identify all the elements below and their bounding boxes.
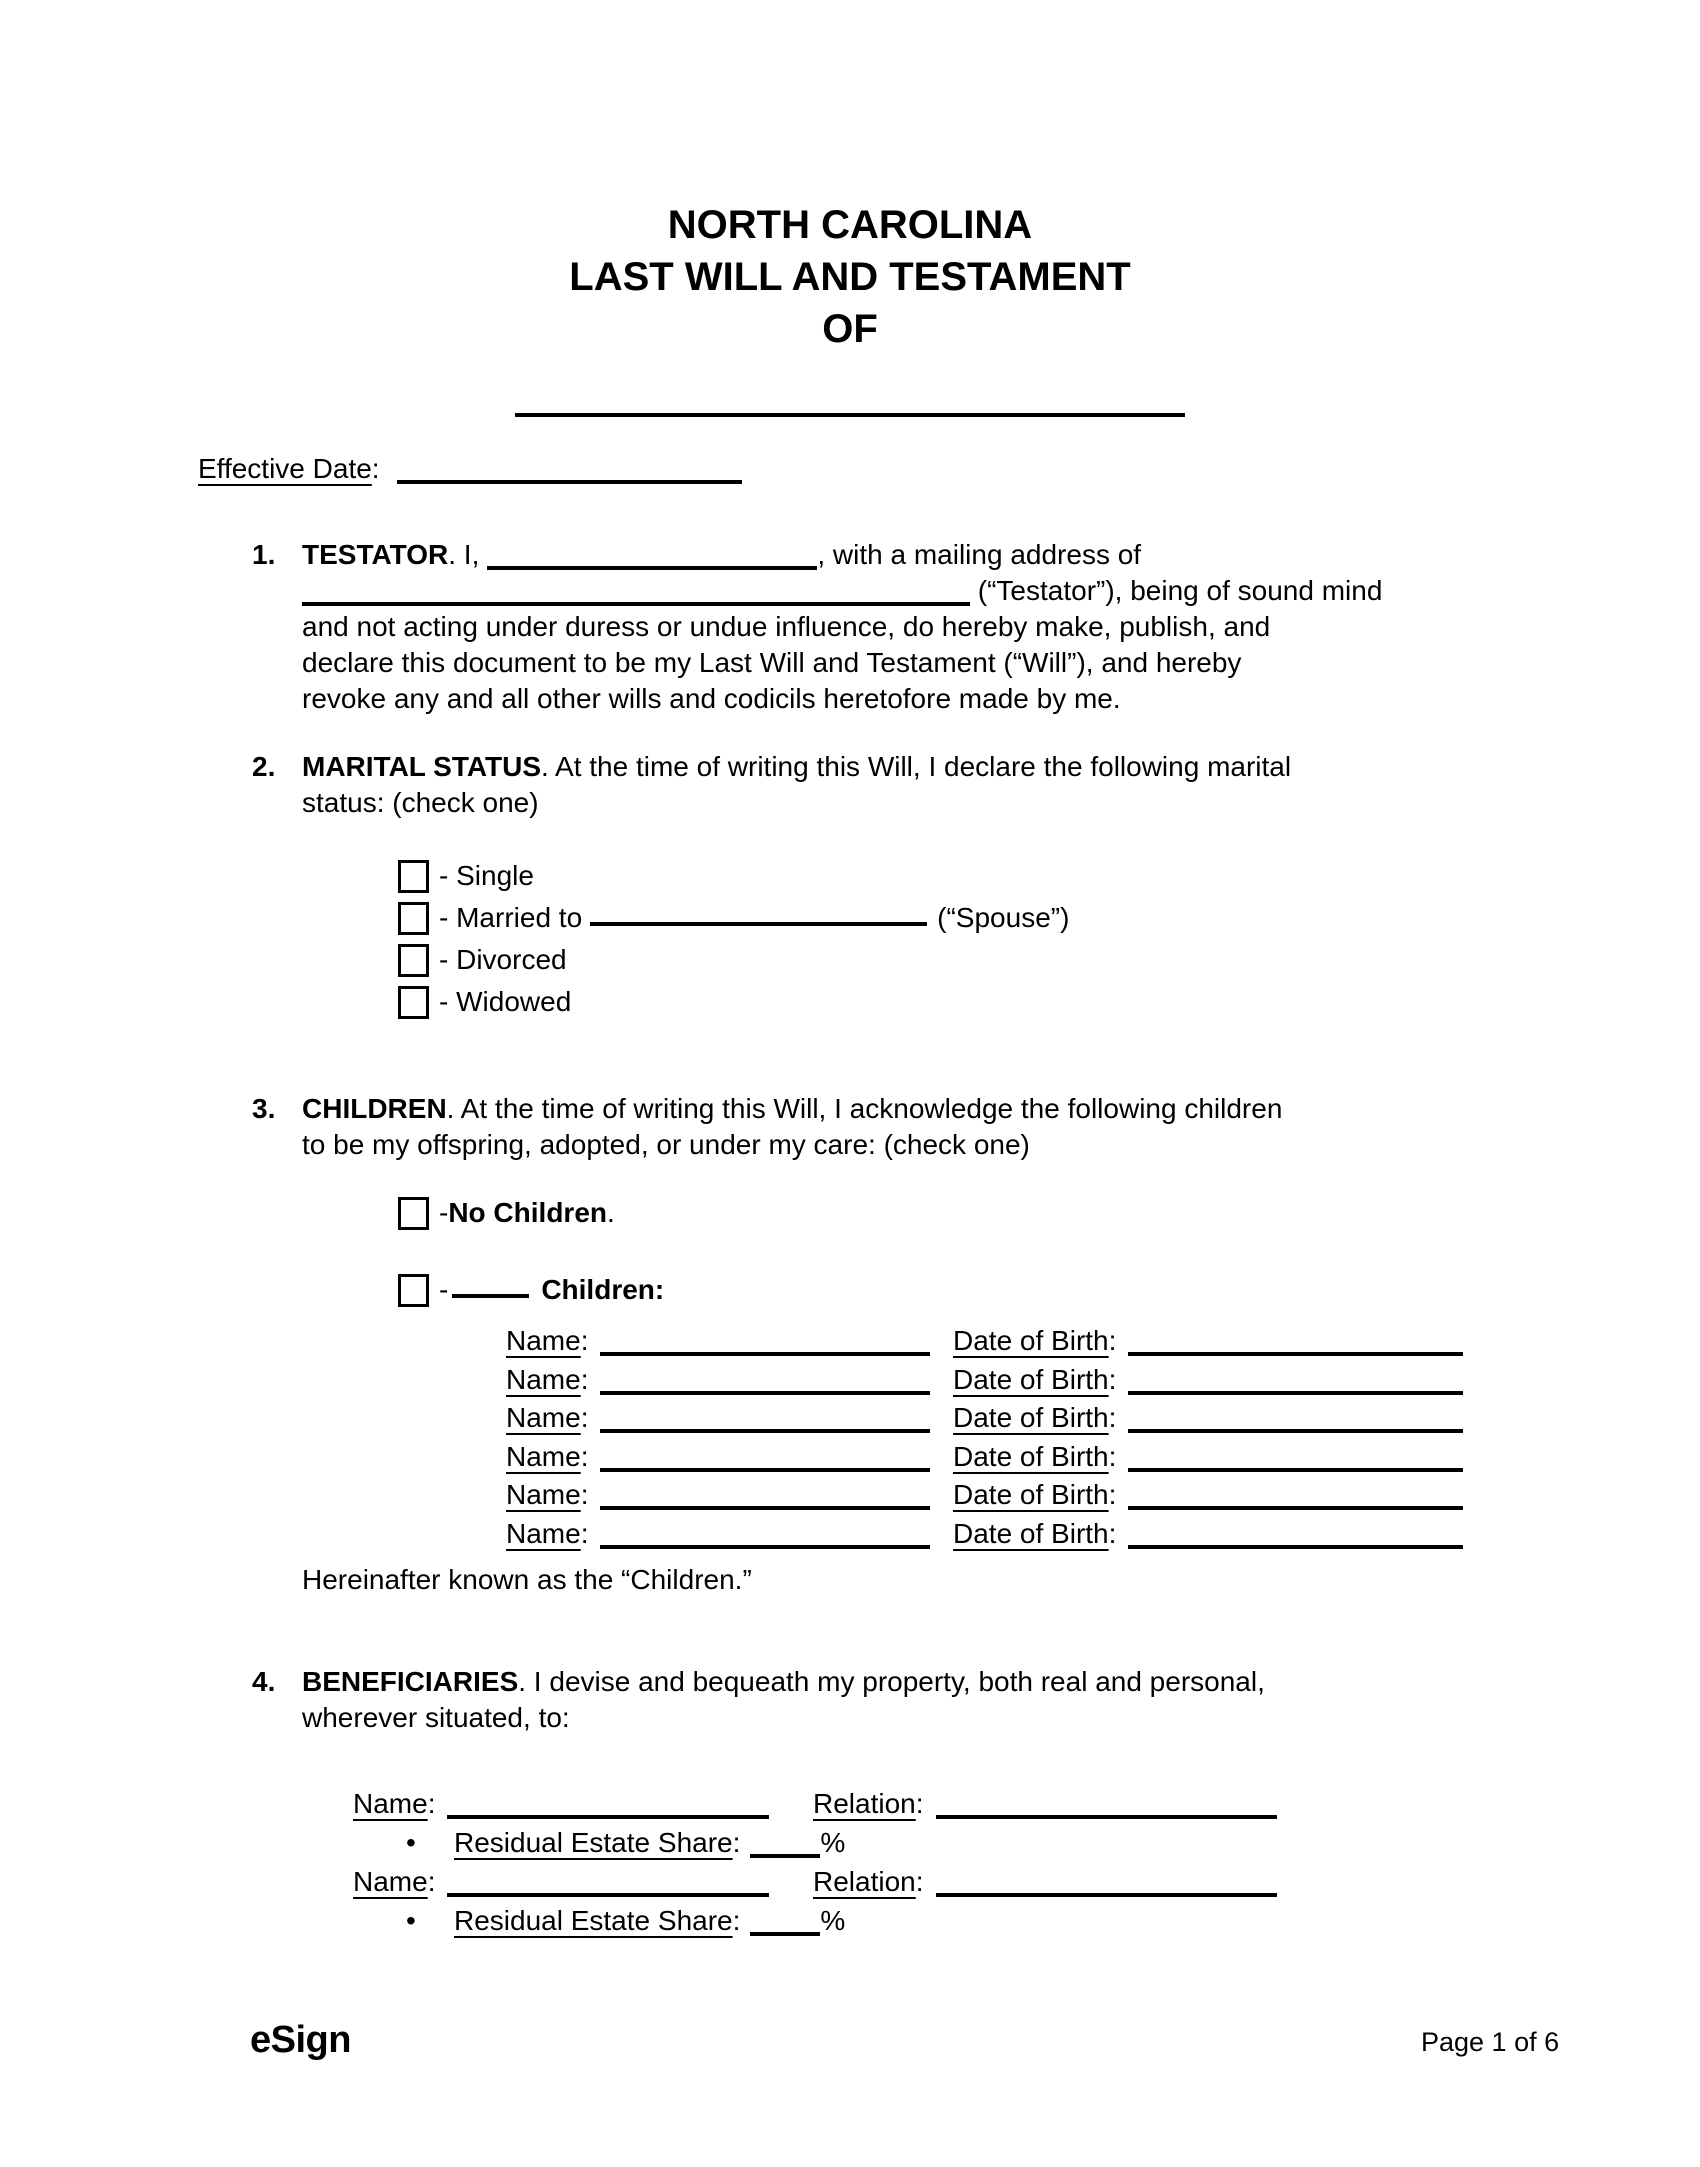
children-list	[506, 1322, 1463, 1553]
spouse-label: (“Spouse”)	[937, 902, 1070, 933]
beneficiary-name-label: Name	[353, 1788, 428, 1819]
child-name-label: Name	[506, 1440, 581, 1472]
child-row: Name: Date of Birth:	[506, 1515, 1463, 1554]
child-dob-label: Date of Birth	[953, 1325, 1109, 1356]
no-children-checkbox[interactable]	[398, 1197, 429, 1230]
title-line-state: NORTH CAROLINA	[667, 203, 1033, 247]
esign-logo: eSign	[250, 2019, 351, 2061]
child-name-label: Name	[506, 1517, 581, 1549]
child-name-blank[interactable]	[600, 1506, 930, 1510]
section-3-number: 3.	[252, 1093, 276, 1124]
children-count-blank[interactable]	[452, 1294, 529, 1298]
beneficiary-share-row: • Residual Estate Share: %	[353, 1901, 1277, 1940]
child-name-blank[interactable]	[600, 1545, 930, 1549]
marital-line-2: status: (check one)	[302, 787, 539, 818]
children-line-1-tail: . At the time of writing this Will, I acknowledge the following children	[446, 1093, 1283, 1124]
section-children	[252, 1091, 1512, 1163]
children-line-2: to be my offspring, adopted, or under my care: (check one)	[302, 1129, 1030, 1160]
beneficiary-row: Name: Relation:	[353, 1784, 1277, 1823]
widowed-label: - Widowed	[439, 986, 572, 1017]
child-dob-label: Date of Birth	[953, 1363, 1109, 1395]
children-count-checkbox[interactable]	[398, 1274, 429, 1307]
residual-share-blank[interactable]	[750, 1854, 820, 1858]
child-dob-blank[interactable]	[1128, 1545, 1463, 1549]
child-row: Name: Date of Birth:	[506, 1476, 1463, 1515]
beneficiary-relation-label: Relation	[813, 1866, 916, 1897]
child-name-label: Name	[506, 1325, 581, 1356]
marital-option-single	[398, 855, 1069, 897]
percent-sign: %	[820, 1905, 846, 1936]
beneficiary-name-label: Name	[353, 1866, 428, 1897]
testator-line-4: declare this document to be my Last Will and Testament (“Will”), and hereby	[302, 647, 1242, 678]
beneficiary-name-blank[interactable]	[447, 1893, 769, 1897]
child-row: Name: Date of Birth:	[506, 1361, 1463, 1400]
no-children-label: No Children	[448, 1197, 607, 1228]
title-line-doc-type: LAST WILL AND TESTAMENT	[569, 255, 1131, 299]
child-dob-blank[interactable]	[1128, 1352, 1463, 1356]
beneficiary-share-row: • Residual Estate Share: %	[353, 1823, 1277, 1862]
child-dob-blank[interactable]	[1128, 1506, 1463, 1510]
no-children-period: .	[607, 1197, 615, 1228]
section-marital-status	[252, 749, 1512, 821]
section-4-number: 4.	[252, 1666, 276, 1697]
child-row: Name: Date of Birth:	[506, 1322, 1463, 1361]
beneficiaries-heading: BENEFICIARIES	[302, 1666, 519, 1697]
testator-name-blank[interactable]	[487, 566, 817, 570]
child-dob-label: Date of Birth	[953, 1440, 1109, 1472]
single-checkbox[interactable]	[398, 860, 429, 893]
marital-option-married	[398, 897, 1069, 939]
children-count-option	[398, 1269, 664, 1311]
beneficiaries-line-2: wherever situated, to:	[302, 1702, 570, 1733]
residual-share-label: Residual Estate Share	[454, 1905, 733, 1936]
testator-line-2	[302, 573, 1512, 609]
children-heading: CHILDREN	[302, 1093, 447, 1124]
bullet-icon: •	[406, 1827, 416, 1858]
section-1-number: 1.	[252, 539, 276, 570]
child-row: Name: Date of Birth:	[506, 1438, 1463, 1477]
title-line-of: OF	[822, 307, 878, 351]
percent-sign: %	[820, 1827, 846, 1858]
beneficiaries-line-1-tail: . I devise and bequeath my property, both real and personal,	[518, 1666, 1265, 1697]
no-children-dash: -	[439, 1197, 449, 1228]
children-count-label: Children	[541, 1274, 655, 1305]
beneficiary-name-blank[interactable]	[447, 1815, 769, 1819]
testator-line-2-tail: (“Testator”), being of sound mind	[970, 575, 1383, 606]
married-checkbox[interactable]	[398, 902, 429, 935]
beneficiary-relation-label: Relation	[813, 1788, 916, 1819]
marital-options	[398, 855, 1069, 1023]
testator-heading: TESTATOR	[302, 539, 449, 570]
beneficiaries-line-1	[302, 1664, 1512, 1700]
testator-intro: . I,	[448, 539, 480, 570]
child-dob-label: Date of Birth	[953, 1402, 1109, 1433]
child-dob-label: Date of Birth	[953, 1479, 1109, 1510]
children-count-dash: -	[439, 1274, 449, 1305]
widowed-checkbox[interactable]	[398, 986, 429, 1019]
hereinafter-note: Hereinafter known as the “Children.”	[302, 1564, 752, 1595]
no-children-option	[398, 1192, 615, 1234]
child-name-label: Name	[506, 1402, 581, 1433]
bullet-icon: •	[406, 1905, 416, 1936]
child-name-blank[interactable]	[600, 1429, 930, 1433]
section-testator	[252, 537, 1512, 717]
section-beneficiaries	[252, 1664, 1512, 1736]
testator-line-5: revoke any and all other wills and codicils heretofore made by me.	[302, 683, 1121, 714]
testator-name-title-blank[interactable]	[515, 385, 1185, 417]
married-label: - Married to	[439, 902, 583, 933]
marital-heading: MARITAL STATUS	[302, 751, 542, 782]
child-dob-blank[interactable]	[1128, 1391, 1463, 1395]
child-name-label: Name	[506, 1363, 581, 1395]
marital-line-1	[302, 749, 1512, 785]
testator-address-blank[interactable]	[302, 602, 970, 606]
child-dob-blank[interactable]	[1128, 1429, 1463, 1433]
beneficiary-row: Name: Relation:	[353, 1862, 1277, 1901]
testator-line-3: and not acting under duress or undue influence, do hereby make, publish, and	[302, 611, 1271, 642]
marital-line-1-tail: . At the time of writing this Will, I declare the following marital	[541, 751, 1292, 782]
section-2-number: 2.	[252, 751, 276, 782]
children-count-colon: :	[654, 1274, 665, 1305]
spouse-name-blank[interactable]	[590, 922, 927, 926]
child-name-label: Name	[506, 1479, 581, 1510]
residual-share-blank[interactable]	[750, 1932, 820, 1936]
child-name-blank[interactable]	[600, 1468, 930, 1472]
page-number: Page 1 of 6	[1421, 2027, 1560, 2057]
beneficiary-relation-blank[interactable]	[936, 1815, 1277, 1819]
marital-option-widowed	[398, 981, 1069, 1023]
marital-option-divorced	[398, 939, 1069, 981]
child-row: Name: Date of Birth:	[506, 1399, 1463, 1438]
child-dob-blank[interactable]	[1128, 1468, 1463, 1472]
beneficiaries-list	[353, 1784, 1277, 1940]
testator-line-1	[302, 537, 1512, 573]
child-name-blank[interactable]	[600, 1391, 930, 1395]
testator-line-1-tail: , with a mailing address of	[817, 539, 1142, 570]
document-title	[0, 199, 1700, 355]
child-name-blank[interactable]	[600, 1352, 930, 1356]
children-line-1	[302, 1091, 1512, 1127]
effective-date-blank[interactable]	[397, 480, 742, 484]
effective-date-row	[198, 451, 742, 487]
residual-share-label: Residual Estate Share	[454, 1827, 733, 1858]
single-label: - Single	[439, 860, 534, 891]
effective-date-colon: :	[371, 453, 380, 484]
divorced-label: - Divorced	[439, 944, 567, 975]
beneficiary-relation-blank[interactable]	[936, 1893, 1277, 1897]
effective-date-label: Effective Date	[198, 453, 372, 484]
divorced-checkbox[interactable]	[398, 944, 429, 977]
child-dob-label: Date of Birth	[953, 1517, 1109, 1549]
